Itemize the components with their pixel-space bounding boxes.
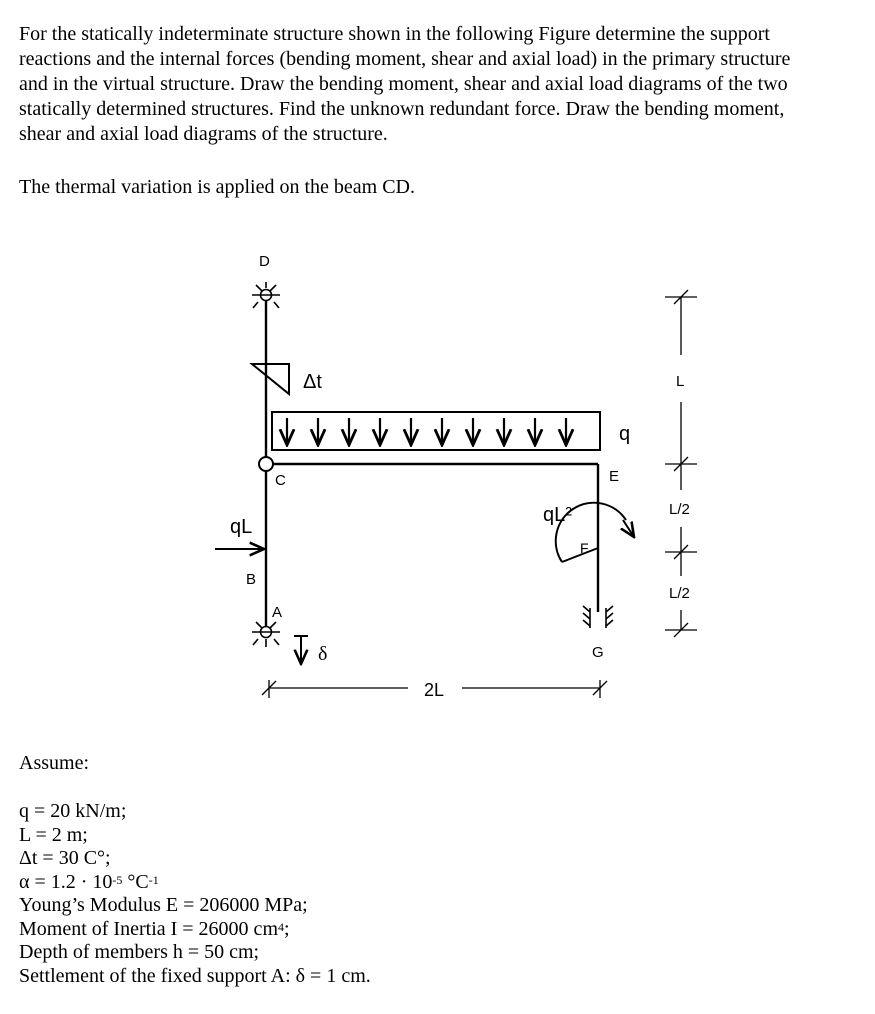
structure-figure bbox=[0, 240, 875, 710]
thermal-triangle bbox=[252, 364, 289, 394]
moment-f-arrowhead bbox=[623, 520, 634, 537]
problem-line-4: statically determined structures. Find the unknown redundant force. Draw the bending moment, bbox=[19, 98, 785, 120]
label-d: D bbox=[259, 253, 270, 270]
param-l: L = 2 m; bbox=[19, 823, 88, 846]
label-ql: qL bbox=[230, 516, 253, 538]
label-2l: 2L bbox=[424, 680, 445, 700]
param-settlement: Settlement of the fixed support A: δ = 1 cm. bbox=[19, 964, 371, 987]
label-q: q bbox=[619, 423, 631, 445]
label-c: C bbox=[275, 472, 286, 489]
label-b: B bbox=[246, 571, 257, 588]
label-dim-l2-bottom: L/2 bbox=[669, 585, 690, 602]
thermal-note: The thermal variation is applied on the beam CD. bbox=[19, 176, 415, 198]
param-i-exp: 4 bbox=[278, 919, 284, 934]
assume-heading: Assume: bbox=[19, 752, 89, 774]
parameter-list bbox=[19, 800, 371, 988]
param-i-text: Moment of Inertia I = 26000 cm bbox=[19, 917, 278, 940]
label-dim-l: L bbox=[676, 373, 685, 390]
label-ql2: qL² bbox=[543, 504, 572, 526]
pin-support-a bbox=[252, 622, 280, 647]
problem-statement bbox=[19, 22, 875, 147]
param-i bbox=[19, 918, 371, 942]
param-e: Young’s Modulus E = 206000 MPa; bbox=[19, 894, 308, 916]
param-alpha bbox=[19, 871, 371, 895]
label-delta-t: Δt bbox=[303, 371, 322, 393]
problem-line-1: For the statically indeterminate structure shown in the following Figure determine the support bbox=[19, 23, 770, 45]
param-dt: Δt = 30 C°; bbox=[19, 847, 111, 869]
label-delta: δ bbox=[318, 643, 328, 665]
param-i-post: ; bbox=[284, 917, 290, 940]
param-alpha-unit: °C bbox=[122, 870, 149, 893]
problem-line-2: reactions and the internal forces (bending moment, shear and axial load) in the primary structure bbox=[19, 48, 791, 70]
param-alpha-unit-exp: -1 bbox=[148, 872, 159, 887]
label-dim-l2-top: L/2 bbox=[669, 501, 690, 518]
label-f: F bbox=[580, 540, 589, 556]
param-alpha-exp: -5 bbox=[112, 872, 123, 887]
problem-line-5: shear and axial load diagrams of the structure. bbox=[19, 123, 388, 145]
label-e: E bbox=[609, 468, 620, 485]
problem-line-3: and in the virtual structure. Draw the bending moment, shear and axial load diagrams of the two bbox=[19, 73, 788, 95]
label-g: G bbox=[592, 644, 604, 661]
param-alpha-text: α = 1.2 · 10 bbox=[19, 870, 113, 893]
param-h: Depth of members h = 50 cm; bbox=[19, 941, 260, 963]
param-q: q = 20 kN/m; bbox=[19, 800, 127, 822]
label-a: A bbox=[272, 604, 283, 621]
distributed-load-box bbox=[272, 412, 600, 450]
hinge-c bbox=[259, 457, 273, 471]
distributed-load-arrows bbox=[287, 418, 566, 445]
